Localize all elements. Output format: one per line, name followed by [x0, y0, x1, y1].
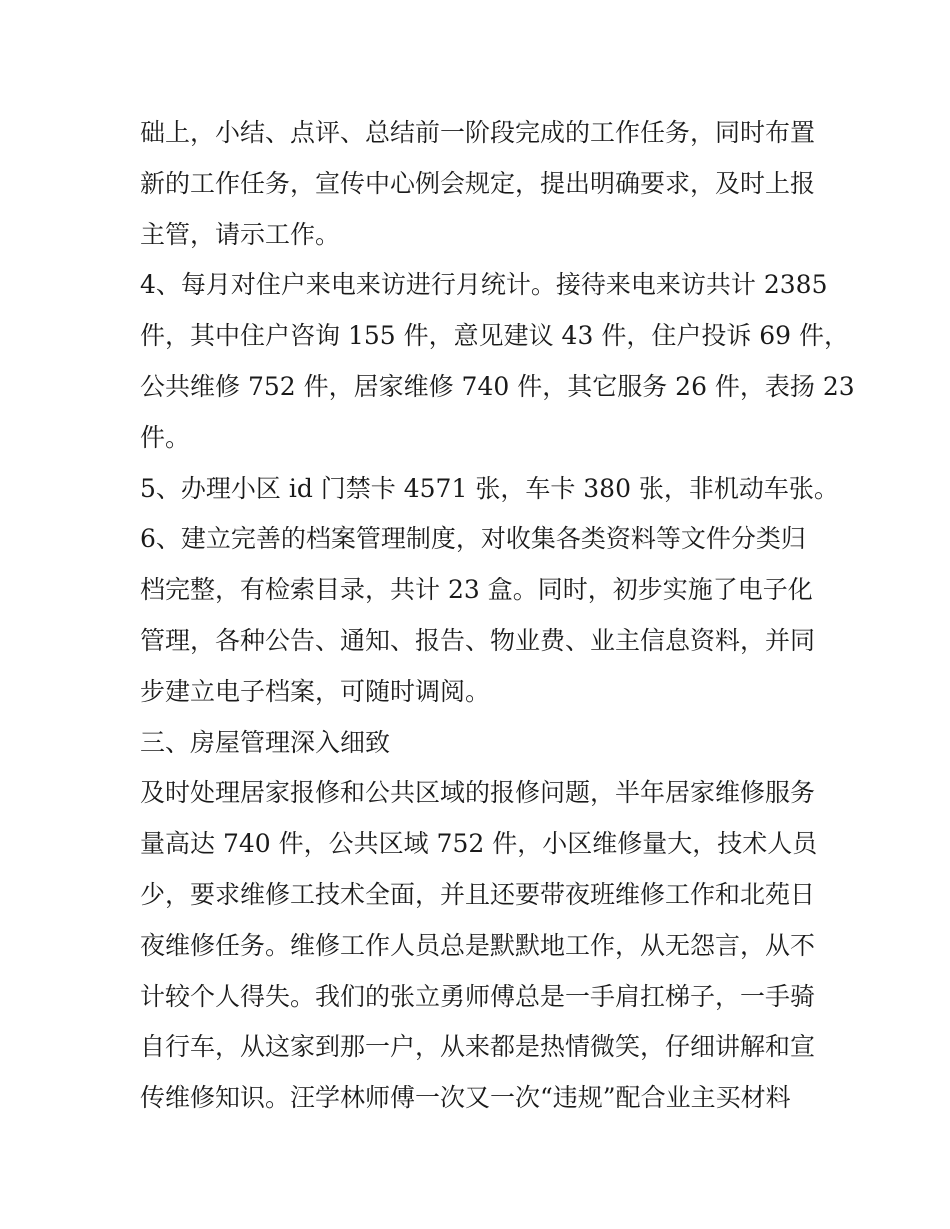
text-line: 主管，请示工作。 — [140, 219, 341, 249]
text-line: 件。 — [140, 422, 191, 452]
text-line: 传维修知识。汪学林师傅一次又一次“违规”配合业主买材料 — [140, 1083, 791, 1113]
text-line: 公共维修 752 件，居家维修 740 件，其它服务 26 件，表扬 23 — [140, 371, 855, 401]
text-line: 自行车，从这家到那一户，从来都是热情微笑，仔细讲解和宣 — [140, 1032, 816, 1062]
text-line: 夜维修任务。维修工作人员总是默默地工作，从无怨言，从不 — [140, 930, 816, 960]
list-item-5: 5、办理小区 id 门禁卡 4571 张，车卡 380 张，非机动车张。 — [140, 473, 839, 503]
text-line: 档完整，有检索目录，共计 23 盒。同时，初步实施了电子化 — [140, 575, 813, 605]
text-line: 新的工作任务，宣传中心例会规定，提出明确要求，及时上报 — [140, 168, 816, 198]
text-line: 件，其中住户咨询 155 件，意见建议 43 件，住户投诉 69 件， — [140, 321, 850, 351]
text-line: 少，要求维修工技术全面，并且还要带夜班维修工作和北苑日 — [140, 879, 816, 909]
text-line: 量高达 740 件，公共区域 752 件，小区维修量大，技术人员 — [140, 829, 818, 859]
paragraph-line: 及时处理居家报修和公共区域的报修问题，半年居家维修服务 — [140, 778, 816, 808]
section-heading: 三、房屋管理深入细致 — [140, 727, 391, 757]
document-body — [140, 108, 855, 1124]
list-item-4: 4、每月对住户来电来访进行月统计。接待来电来访共计 2385 — [140, 270, 828, 300]
list-item-6: 6、建立完善的档案管理制度，对收集各类资料等文件分类归 — [140, 524, 806, 554]
text-line: 础上，小结、点评、总结前一阶段完成的工作任务，同时布置 — [140, 118, 816, 147]
text-line: 步建立电子档案，可随时调阅。 — [140, 676, 491, 706]
text-line: 计较个人得失。我们的张立勇师傅总是一手肩扛梯子，一手骑 — [140, 981, 816, 1011]
text-line: 管理，各种公告、通知、报告、物业费、业主信息资料，并同 — [140, 625, 816, 655]
